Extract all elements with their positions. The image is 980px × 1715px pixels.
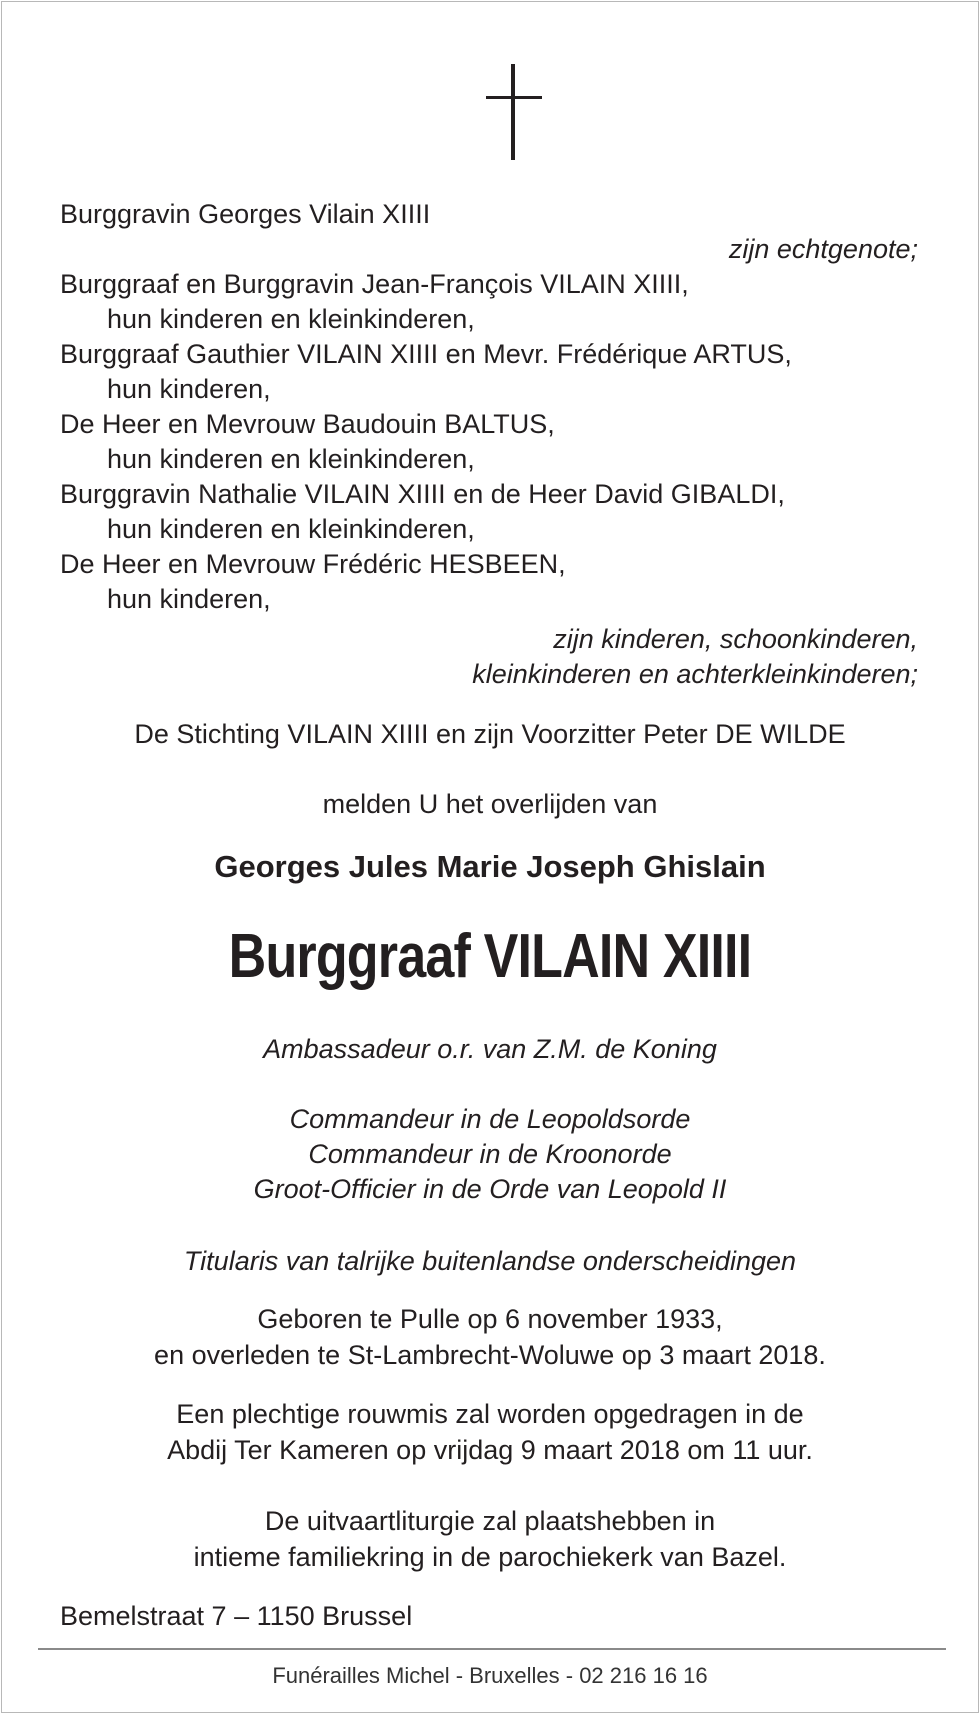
ambassador-line: Ambassadeur o.r. van Z.M. de Koning: [263, 1034, 717, 1064]
family-line: hun kinderen en kleinkinderen,: [107, 304, 475, 334]
birth-line: Geboren te Pulle op 6 november 1933,: [257, 1304, 723, 1334]
honour-line: Groot-Officier in de Orde van Leopold II: [253, 1174, 727, 1204]
given-names: Georges Jules Marie Joseph Ghislain: [214, 849, 766, 884]
footer-divider: [38, 1648, 946, 1650]
family-line: Burggraaf en Burggravin Jean-François VILAIN XIIII,: [60, 269, 689, 299]
family-line: hun kinderen en kleinkinderen,: [107, 444, 475, 474]
family-line: hun kinderen en kleinkinderen,: [107, 514, 475, 544]
family-line: hun kinderen,: [107, 374, 271, 404]
titularis-line: Titularis van talrijke buitenlandse onderscheidingen: [183, 1246, 797, 1276]
mass-line: Een plechtige rouwmis zal worden opgedragen in de: [176, 1399, 804, 1429]
family-line: kleinkinderen en achterkleinkinderen;: [472, 659, 918, 689]
family-line: zijn kinderen, schoonkinderen,: [553, 624, 918, 654]
deceased-title-name: Burggraaf VILAIN XIIII: [228, 922, 752, 991]
announce-line: melden U het overlijden van: [322, 789, 658, 819]
honour-line: Commandeur in de Kroonorde: [308, 1139, 672, 1169]
honour-line: Commandeur in de Leopoldsorde: [289, 1104, 691, 1134]
family-line: Burggraaf Gauthier VILAIN XIIII en Mevr. Frédérique ARTUS,: [60, 339, 792, 369]
family-line: Burggravin Nathalie VILAIN XIIII en de Heer David GIBALDI,: [60, 479, 785, 509]
death-line: en overleden te St-Lambrecht-Woluwe op 3 maart 2018.: [154, 1340, 826, 1370]
foundation-line: De Stichting VILAIN XIIII en zijn Voorzitter Peter DE WILDE: [134, 719, 846, 749]
family-line: De Heer en Mevrouw Baudouin BALTUS,: [60, 409, 555, 439]
liturgy-line: De uitvaartliturgie zal plaatshebben in: [264, 1506, 716, 1536]
address-line: Bemelstraat 7 – 1150 Brussel: [60, 1601, 413, 1631]
cross-icon: [486, 64, 542, 160]
family-line: zijn echtgenote;: [728, 234, 918, 264]
liturgy-line: intieme familiekring in de parochiekerk van Bazel.: [193, 1542, 787, 1572]
family-line: De Heer en Mevrouw Frédéric HESBEEN,: [60, 549, 566, 579]
family-line: hun kinderen,: [107, 584, 271, 614]
family-line: Burggravin Georges Vilain XIIII: [60, 199, 431, 229]
obituary-card: [1, 1, 979, 1713]
mass-line: Abdij Ter Kameren op vrijdag 9 maart 2018 om 11 uur.: [167, 1435, 813, 1465]
funeral-home-footer: Funérailles Michel - Bruxelles - 02 216 16 16: [272, 1663, 708, 1688]
